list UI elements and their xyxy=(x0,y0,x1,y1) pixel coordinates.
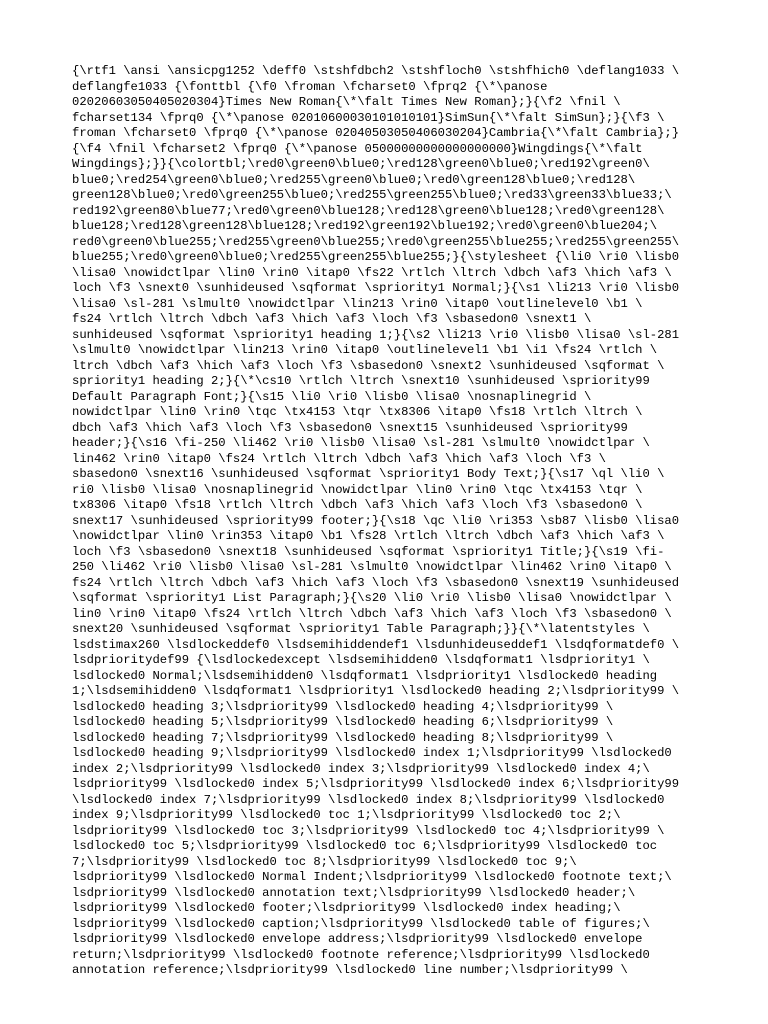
text-line: tx8306 \itap0 \fs18 \rtlch \ltrch \dbch \af3 \hich \af3 \loch \f3 \sbasedon0 \ xyxy=(72,498,643,512)
text-line: lsdpriority99 \lsdlocked0 caption;\lsdpriority99 \lsdlocked0 table of figures;\ xyxy=(72,916,650,931)
text-line: fs24 \rtlch \ltrch \dbch \af3 \hich \af3 \loch \f3 \sbasedon0 \snext1 \ xyxy=(72,312,592,326)
text-line: 02020603050405020304}Times New Roman{\*\falt Times New Roman};}{\f2 \fnil \ xyxy=(72,95,621,109)
text-line: lsdprioritydef99 {\lsdlockedexcept \lsdsemihidden0 \lsdqformat1 \lsdpriority1 \ xyxy=(72,653,650,667)
text-line: lsdlocked0 heading 3;\lsdpriority99 \lsdlocked0 heading 4;\lsdpriority99 \ xyxy=(72,699,614,714)
text-line: 1;\lsdsemihidden0 \lsdqformat1 \lsdpriority1 \lsdlocked0 heading 2;\lsdpriority99 \ xyxy=(72,684,680,698)
text-line: blue128;\red128\green128\blue128;\red192\green192\blue192;\red0\green0\blue204;\ xyxy=(72,219,658,233)
text-line: deflangfe1033 {\fonttbl {\f0 \froman \fcharset0 \fprq2 {\*\panose xyxy=(72,79,548,94)
text-line: lin462 \rin0 \itap0 \fs24 \rtlch \ltrch \dbch \af3 \hich \af3 \loch \f3 \ xyxy=(72,451,606,466)
text-line: loch \f3 \sbasedon0 \snext18 \sunhideused \sqformat \spriority1 Title;}{\s19 \fi- xyxy=(72,544,665,559)
text-line: loch \f3 \snext0 \sunhideused \sqformat \spriority1 Normal;}{\s1 \li213 \ri0 \lisb0 xyxy=(72,281,680,295)
text-line: snext17 \sunhideused \spriority99 footer;}{\s18 \qc \li0 \ri353 \sb87 \lisb0 \lisa0 xyxy=(72,513,680,528)
text-line: \nowidctlpar \lin0 \rin353 \itap0 \b1 \fs28 \rtlch \ltrch \dbch \af3 \hich \af3 \ xyxy=(72,529,665,543)
text-line: \slmult0 \nowidctlpar \lin213 \rin0 \itap0 \outlinelevel1 \b1 \i1 \fs24 \rtlch \ xyxy=(72,343,658,357)
text-line: lsdstimax260 \lsdlockeddef0 \lsdsemihiddendef1 \lsdunhideuseddef1 \lsdqformatdef0 \ xyxy=(72,637,680,652)
text-line: return;\lsdpriority99 \lsdlocked0 footnote reference;\lsdpriority99 \lsdlocked0 xyxy=(72,947,650,962)
text-line: 7;\lsdpriority99 \lsdlocked0 toc 8;\lsdpriority99 \lsdlocked0 toc 9;\ xyxy=(72,854,577,869)
text-line: lsdlocked0 heading 5;\lsdpriority99 \lsdlocked0 heading 6;\lsdpriority99 \ xyxy=(72,715,614,729)
text-line: lsdpriority99 \lsdlocked0 annotation text;\lsdpriority99 \lsdlocked0 header;\ xyxy=(72,885,636,900)
text-line: blue255;\red0\green0\blue0;\red255\green255\blue255;}{\stylesheet {\li0 \ri0 \lisb0 xyxy=(72,250,680,264)
text-line: header;}{\s16 \fi-250 \li462 \ri0 \lisb0 \lisa0 \sl-281 \slmult0 \nowidctlpar \ xyxy=(72,436,650,450)
text-line: sunhideused \sqformat \spriority1 heading 1;}{\s2 \li213 \ri0 \lisb0 \lisa0 \sl-281 xyxy=(72,327,680,342)
text-line: green128\blue0;\red0\green255\blue0;\red255\green255\blue0;\red33\green33\blue33;\ xyxy=(72,188,672,202)
text-line: snext20 \sunhideused \sqformat \spriority1 Table Paragraph;}}{\*\latentstyles \ xyxy=(72,622,650,636)
text-line: ltrch \dbch \af3 \hich \af3 \loch \f3 \sbasedon0 \snext2 \sunhideused \sqformat \ xyxy=(72,358,665,373)
text-line: lsdlocked0 heading 9;\lsdpriority99 \lsdlocked0 index 1;\lsdpriority99 \lsdlocked0 xyxy=(72,746,672,760)
text-line: lin0 \rin0 \itap0 \fs24 \rtlch \ltrch \dbch \af3 \hich \af3 \loch \f3 \sbasedon0 \ xyxy=(72,606,672,621)
text-line: fcharset134 \fprq0 {\*\panose 02010600030101010101}SimSun{\*\falt SimSun};}{\f3 \ xyxy=(72,110,665,125)
text-line: {\rtf1 \ansi \ansicpg1252 \deff0 \stshfdbch2 \stshfloch0 \stshfhich0 \deflang1033 \ xyxy=(72,64,680,78)
text-line: annotation reference;\lsdpriority99 \lsdlocked0 line number;\lsdpriority99 \ xyxy=(72,963,628,977)
text-line: 250 \li462 \ri0 \lisb0 \lisa0 \sl-281 \slmult0 \nowidctlpar \lin462 \rin0 \itap0 \ xyxy=(72,560,672,574)
rtf-source-text xyxy=(72,64,712,979)
text-line: \lsdlocked0 index 7;\lsdpriority99 \lsdlocked0 index 8;\lsdpriority99 \lsdlocked0 xyxy=(72,792,665,807)
text-line: fs24 \rtlch \ltrch \dbch \af3 \hich \af3 \loch \f3 \sbasedon0 \snext19 \sunhideused xyxy=(72,575,680,590)
text-line: lsdlocked0 Normal;\lsdsemihidden0 \lsdqformat1 \lsdpriority1 \lsdlocked0 heading xyxy=(72,668,658,683)
text-line: sbasedon0 \snext16 \sunhideused \sqformat \spriority1 Body Text;}{\s17 \ql \li0 \ xyxy=(72,467,665,481)
text-line: blue0;\red254\green0\blue0;\red255\green0\blue0;\red0\green128\blue0;\red128\ xyxy=(72,172,636,187)
text-line: index 9;\lsdpriority99 \lsdlocked0 toc 1;\lsdpriority99 \lsdlocked0 toc 2;\ xyxy=(72,808,621,822)
text-line: lsdpriority99 \lsdlocked0 envelope address;\lsdpriority99 \lsdlocked0 envelope xyxy=(72,932,643,946)
text-line: dbch \af3 \hich \af3 \loch \f3 \sbasedon0 \snext15 \sunhideused \spriority99 xyxy=(72,420,628,435)
text-line: Default Paragraph Font;}{\s15 \li0 \ri0 \lisb0 \lisa0 \nosnaplinegrid \ xyxy=(72,389,592,404)
text-line: red192\green80\blue77;\red0\green0\blue128;\red128\green0\blue128;\red0\green128\ xyxy=(72,203,665,218)
text-line: {\f4 \fnil \fcharset2 \fprq0 {\*\panose 05000000000000000000}Wingdings{\*\falt xyxy=(72,141,643,156)
text-line: lsdlocked0 heading 7;\lsdpriority99 \lsdlocked0 heading 8;\lsdpriority99 \ xyxy=(72,730,614,745)
text-line: spriority1 heading 2;}{\*\cs10 \rtlch \ltrch \snext10 \sunhideused \spriority99 xyxy=(72,374,650,388)
text-line: \lisa0 \sl-281 \slmult0 \nowidctlpar \lin213 \rin0 \itap0 \outlinelevel0 \b1 \ xyxy=(72,296,643,311)
text-line: lsdpriority99 \lsdlocked0 footer;\lsdpriority99 \lsdlocked0 index heading;\ xyxy=(72,901,621,915)
text-line: lsdpriority99 \lsdlocked0 Normal Indent;\lsdpriority99 \lsdlocked0 footnote text;\ xyxy=(72,870,672,884)
text-line: nowidctlpar \lin0 \rin0 \tqc \tx4153 \tqr \tx8306 \itap0 \fs18 \rtlch \ltrch \ xyxy=(72,405,643,419)
text-line: lsdpriority99 \lsdlocked0 toc 3;\lsdpriority99 \lsdlocked0 toc 4;\lsdpriority99 \ xyxy=(72,823,665,838)
text-line: index 2;\lsdpriority99 \lsdlocked0 index 3;\lsdpriority99 \lsdlocked0 index 4;\ xyxy=(72,761,650,776)
text-line: red0\green0\blue255;\red255\green0\blue255;\red0\green255\blue255;\red255\green255\ xyxy=(72,234,680,249)
text-line: Wingdings};}}{\colortbl;\red0\green0\blue0;\red128\green0\blue0;\red192\green0\ xyxy=(72,157,650,171)
text-line: \sqformat \spriority1 List Paragraph;}{\s20 \li0 \ri0 \lisb0 \lisa0 \nowidctlpar \ xyxy=(72,591,672,605)
text-line: \lisa0 \nowidctlpar \lin0 \rin0 \itap0 \fs22 \rtlch \ltrch \dbch \af3 \hich \af3 \ xyxy=(72,265,672,280)
text-line: lsdpriority99 \lsdlocked0 index 5;\lsdpriority99 \lsdlocked0 index 6;\lsdpriority99 xyxy=(72,777,680,791)
text-line: ri0 \lisb0 \lisa0 \nosnaplinegrid \nowidctlpar \lin0 \rin0 \tqc \tx4153 \tqr \ xyxy=(72,482,643,497)
text-line: lsdlocked0 toc 5;\lsdpriority99 \lsdlocked0 toc 6;\lsdpriority99 \lsdlocked0 toc xyxy=(72,839,658,853)
text-line: froman \fcharset0 \fprq0 {\*\panose 02040503050406030204}Cambria{\*\falt Cambria};} xyxy=(72,126,680,140)
